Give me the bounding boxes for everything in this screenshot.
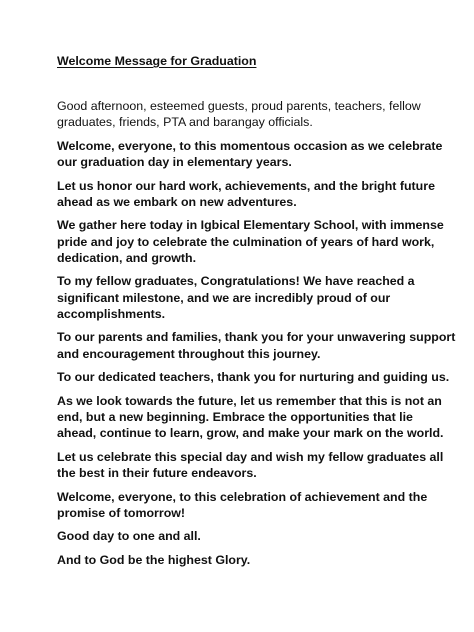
- paragraph-line: Good afternoon, esteemed guests, proud parents, teachers, fellow: [57, 99, 421, 113]
- paragraph-line: We gather here today in Igbical Elementary School, with immense: [57, 218, 444, 233]
- paragraph-line: the best in their future endeavors.: [57, 465, 257, 480]
- paragraph-9: [57, 449, 444, 481]
- paragraph-11: [57, 528, 427, 544]
- paragraph-line: accomplishments.: [57, 306, 166, 321]
- paragraph-line: promise of tomorrow!: [57, 505, 186, 520]
- paragraph-1: [57, 98, 427, 130]
- paragraph-8: [57, 393, 444, 442]
- document-title: Welcome Message for Graduation: [57, 54, 257, 68]
- paragraph-10: [57, 489, 427, 521]
- paragraph-line: and encouragement throughout this journey.: [57, 346, 321, 361]
- paragraph-line: graduates, friends, PTA and barangay officials.: [57, 115, 313, 130]
- paragraph-line: our graduation day in elementary years.: [57, 155, 292, 169]
- paragraph-line: Welcome, everyone, to this celebration of achievement and the: [57, 489, 428, 504]
- paragraph-6: [57, 329, 456, 361]
- paragraph-line: end, but a new beginning. Embrace the opportunities that lie: [57, 409, 413, 424]
- paragraph-line: To our dedicated teachers, thank you for nurturing and guiding us.: [57, 370, 450, 385]
- paragraph-7: [57, 369, 450, 385]
- paragraph-2: [57, 138, 443, 170]
- paragraph-line: Good day to one and all.: [57, 529, 201, 544]
- paragraph-12: [57, 552, 427, 568]
- paragraph-line: significant milestone, and we are incredibly proud of our: [57, 290, 391, 305]
- paragraph-line: Welcome, everyone, to this momentous occasion as we celebrate: [57, 138, 443, 153]
- paragraph-line: To our parents and families, thank you for your unwavering support: [57, 330, 456, 345]
- paragraph-line: Let us celebrate this special day and wish my fellow graduates all: [57, 449, 444, 464]
- paragraph-line: ahead, continue to learn, grow, and make your mark on the world.: [57, 426, 444, 441]
- paragraph-line: ahead as we embark on new adventures.: [57, 194, 297, 209]
- paragraph-line: To my fellow graduates, Congratulations! We have reached a: [57, 274, 415, 289]
- document-body: [57, 98, 456, 576]
- paragraph-line: pride and joy to celebrate the culmination of years of hard work,: [57, 234, 435, 249]
- paragraph-4: [57, 217, 444, 266]
- paragraph-line: And to God be the highest Glory.: [57, 552, 251, 567]
- paragraph-line: dedication, and growth.: [57, 250, 197, 265]
- paragraph-line: Let us honor our hard work, achievements, and the bright future: [57, 178, 435, 193]
- paragraph-3: [57, 178, 435, 210]
- paragraph-line: As we look towards the future, let us remember that this is not an: [57, 393, 442, 408]
- paragraph-5: [57, 273, 427, 322]
